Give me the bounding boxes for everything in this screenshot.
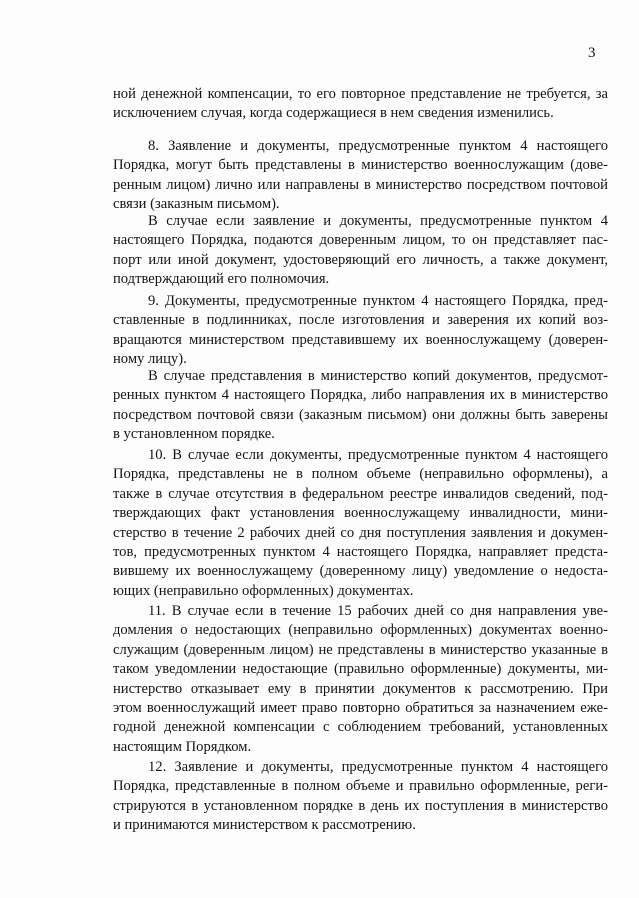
text-line: вившему их военнослужащему (доверенному лицу) уведомление о недоста- xyxy=(113,563,608,580)
text-line: ренным лицом) лично или направлены в министерство посредством почтовой xyxy=(113,176,608,193)
text-line: ющих (неправильно оформленных) документах. xyxy=(113,582,414,599)
paragraph-8-second xyxy=(113,212,608,290)
text-line: Порядка, представленные в полном объеме и правильно оформленные, реги- xyxy=(113,778,608,795)
paragraph-10 xyxy=(113,446,608,601)
text-line: Порядка, представлены не в полном объеме (неправильно оформлены), а xyxy=(113,466,608,483)
text-line: вращаются министерством представившему их военнослужащему (доверен- xyxy=(113,331,608,348)
text-line: этом военнослужащий имеет право повторно обратиться за назначением еже- xyxy=(113,699,608,716)
paragraph-continuation xyxy=(113,85,608,124)
text-line: ному лицу). xyxy=(113,351,187,368)
text-line: нистерство отказывает ему в принятии документов к рассмотрению. При xyxy=(113,680,608,697)
text-line: исключением случая, когда содержащиеся в нем сведения изменились. xyxy=(113,105,554,122)
paragraph-9 xyxy=(113,292,608,370)
text-line: связи (заказным письмом). xyxy=(113,196,280,213)
page-number: 3 xyxy=(588,45,596,61)
paragraph-9-second xyxy=(113,367,608,445)
text-line: 12. Заявление и документы, предусмотренные пунктом 4 настоящего xyxy=(148,759,608,775)
text-line: ной денежной компенсации, то его повторное представление не требуется, за xyxy=(113,86,608,102)
paragraph-11 xyxy=(113,602,608,757)
text-line: настоящего Порядка, подаются доверенным лицом, то он представляет пас- xyxy=(113,232,608,249)
text-line: тов, предусмотренных пунктом 4 настоящего Порядка, направляет предста- xyxy=(113,543,608,560)
text-line: тверждающих факт установления военнослужащему инвалидности, мини- xyxy=(113,505,608,522)
text-line: порт или иной документ, удостоверяющий его личность, а также документ, xyxy=(113,251,608,268)
text-line: ставленные в подлинниках, после изготовления и заверения их копий воз- xyxy=(113,312,608,329)
text-line: 8. Заявление и документы, предусмотренные пунктом 4 настоящего xyxy=(148,138,608,154)
text-line: 10. В случае если документы, предусмотренные пунктом 4 настоящего xyxy=(148,447,608,463)
text-line: служащим (доверенным лицом) не представлены в министерство указанные в xyxy=(113,641,608,658)
text-line: в установленном порядке. xyxy=(113,426,275,443)
text-line: таком уведомлении недостающие (правильно оформленные) документы, ми- xyxy=(113,661,608,678)
text-line: Порядка, могут быть представлены в министерство военнослужащим (дове- xyxy=(113,157,608,174)
text-line: стрируются в установленном порядке в день их поступления в министерство xyxy=(113,797,608,814)
text-line: 11. В случае если в течение 15 рабочих дней со дня направления уве- xyxy=(148,603,608,619)
text-line: ренных пунктом 4 настоящего Порядка, либо направления их в министерство xyxy=(113,387,608,404)
text-line: годной денежной компенсации с соблюдением требований, установленных xyxy=(113,719,608,736)
text-line: 9. Документы, предусмотренные пунктом 4 настоящего Порядка, пред- xyxy=(148,293,608,309)
paragraph-12 xyxy=(113,758,608,836)
text-line: подтверждающий его полномочия. xyxy=(113,271,330,288)
text-line: В случае представления в министерство копий документов, предусмот- xyxy=(148,368,608,384)
text-line: посредством почтовой связи (заказным письмом) они должны быть заверены xyxy=(113,406,608,423)
text-line: настоящим Порядком. xyxy=(113,738,252,755)
text-line: стерство в течение 2 рабочих дней со дня поступления заявления и докумен- xyxy=(113,524,608,541)
text-line: также в случае отсутствия в федеральном реестре инвалидов сведений, под- xyxy=(113,485,608,502)
text-line: В случае если заявление и документы, предусмотренные пунктом 4 xyxy=(148,213,608,229)
text-line: и принимаются министерством к рассмотрению. xyxy=(113,817,416,834)
text-line: домления о недостающих (неправильно оформленных) документах военно- xyxy=(113,622,608,639)
paragraph-8 xyxy=(113,137,608,215)
